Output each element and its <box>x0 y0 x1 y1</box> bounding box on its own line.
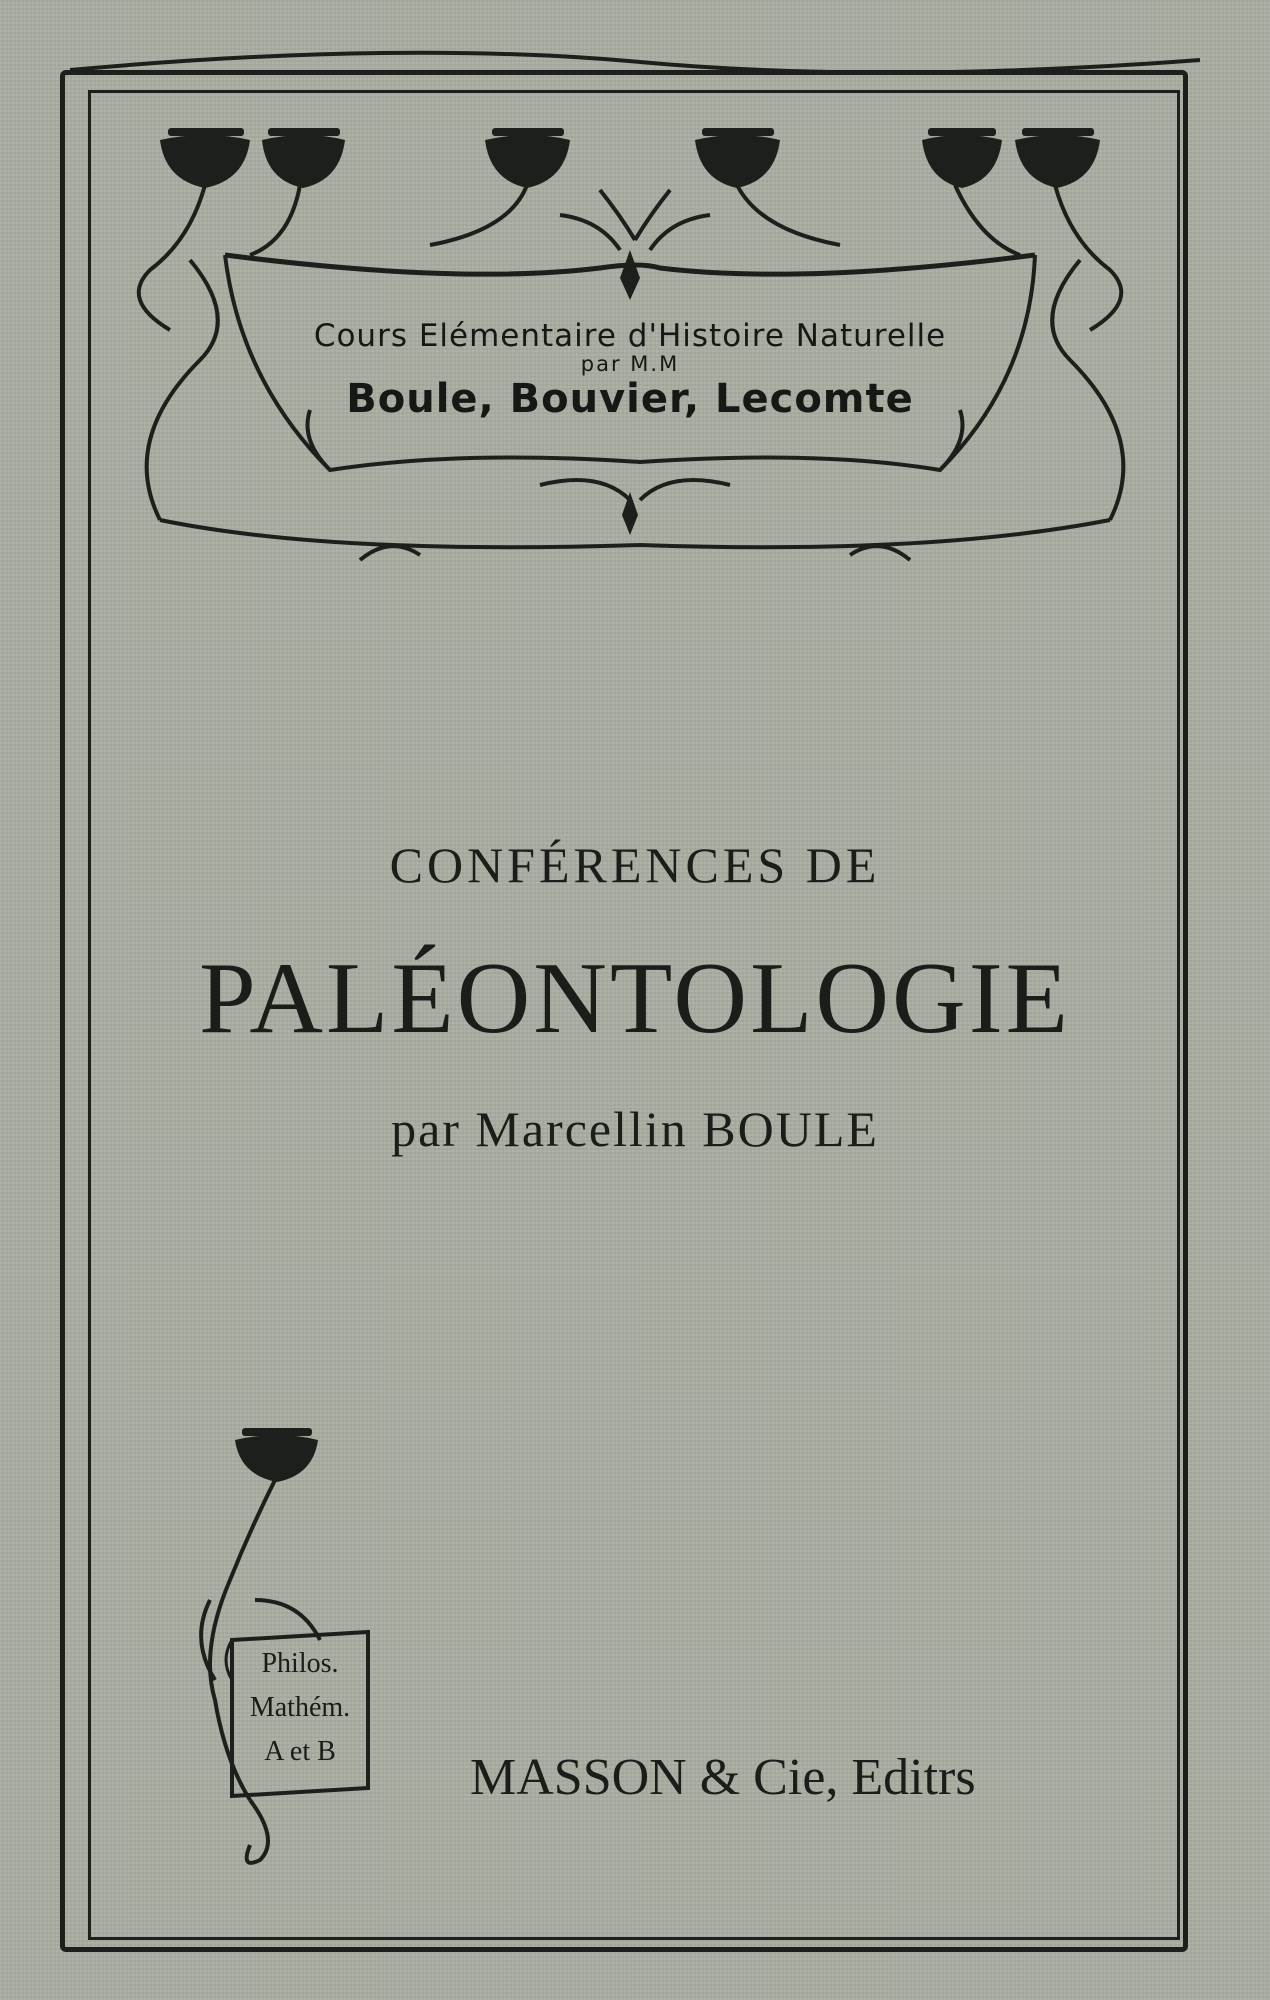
book-title: PALÉONTOLOGIE <box>199 942 1071 1055</box>
series-authors: Boule, Bouvier, Lecomte <box>346 376 914 422</box>
label-line-mathem: Mathém. <box>249 1692 351 1723</box>
title-prefix: CONFÉRENCES DE <box>389 837 881 893</box>
series-by: par M.M <box>580 352 680 376</box>
label-line-aetb: A et B <box>264 1736 336 1767</box>
publisher: MASSON & Cie, Editrs <box>470 1749 976 1806</box>
author-byline: par Marcellin BOULE <box>391 1101 879 1157</box>
label-line-philos: Philos. <box>261 1648 339 1679</box>
series-title: Cours Elémentaire d'Histoire Naturelle <box>313 318 947 354</box>
